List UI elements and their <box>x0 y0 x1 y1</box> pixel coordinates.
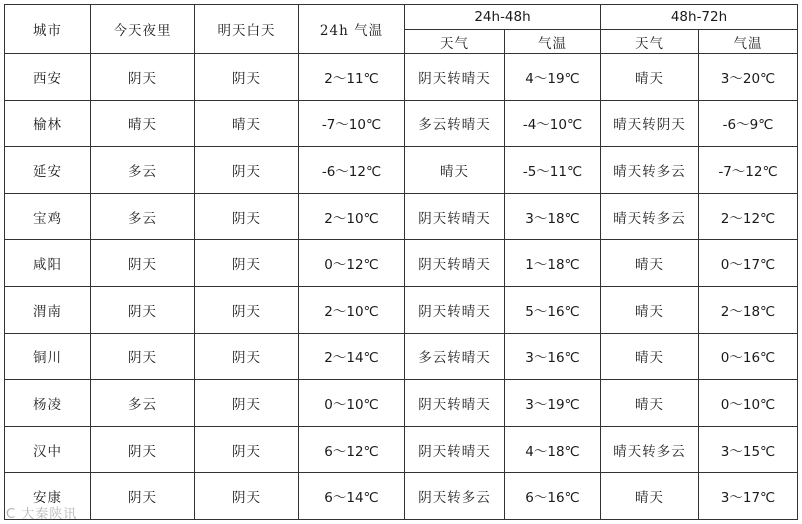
cell-w72: 晴天 <box>601 286 699 333</box>
table-row <box>5 286 798 333</box>
cell-t72: 3～15℃ <box>699 426 798 473</box>
cell-w72: 晴天 <box>601 54 699 101</box>
cell-t72: -7～12℃ <box>699 147 798 194</box>
cell-w72: 晴天 <box>601 473 699 520</box>
cell-w48: 多云转晴天 <box>405 100 505 147</box>
cell-city: 宝鸡 <box>5 193 91 240</box>
cell-tonight: 多云 <box>91 193 195 240</box>
cell-temp24: 6～12℃ <box>299 426 405 473</box>
cell-w72: 晴天 <box>601 333 699 380</box>
cell-tonight: 阴天 <box>91 333 195 380</box>
cell-t48: 3～16℃ <box>505 333 601 380</box>
cell-t72: -6～9℃ <box>699 100 798 147</box>
weather-forecast-table <box>4 4 798 520</box>
header-weather-48: 天气 <box>405 30 505 54</box>
cell-tomorrow_day: 阴天 <box>195 473 299 520</box>
cell-t48: -5～11℃ <box>505 147 601 194</box>
cell-t48: 5～16℃ <box>505 286 601 333</box>
cell-t48: 1～18℃ <box>505 240 601 287</box>
cell-t72: 0～10℃ <box>699 380 798 427</box>
header-city: 城市 <box>5 5 91 54</box>
cell-temp24: -6～12℃ <box>299 147 405 194</box>
cell-temp24: 2～10℃ <box>299 286 405 333</box>
table-row <box>5 473 798 520</box>
cell-t72: 0～17℃ <box>699 240 798 287</box>
cell-w48: 阴天转晴天 <box>405 54 505 101</box>
cell-t72: 2～18℃ <box>699 286 798 333</box>
cell-tonight: 阴天 <box>91 426 195 473</box>
cell-tomorrow_day: 阴天 <box>195 240 299 287</box>
table-row <box>5 193 798 240</box>
cell-city: 铜川 <box>5 333 91 380</box>
cell-tonight: 阴天 <box>91 240 195 287</box>
table-row <box>5 100 798 147</box>
cell-t48: 3～19℃ <box>505 380 601 427</box>
header-tonight: 今天夜里 <box>91 5 195 54</box>
header-tomorrow-day: 明天白天 <box>195 5 299 54</box>
header-temp-72: 气温 <box>699 30 798 54</box>
cell-w72: 晴天 <box>601 240 699 287</box>
cell-city: 西安 <box>5 54 91 101</box>
cell-tonight: 晴天 <box>91 100 195 147</box>
header-temp-24h: 24h 气温 <box>299 5 405 54</box>
cell-tomorrow_day: 阴天 <box>195 380 299 427</box>
cell-w48: 阴天转晴天 <box>405 240 505 287</box>
cell-tonight: 多云 <box>91 380 195 427</box>
cell-t48: 3～18℃ <box>505 193 601 240</box>
cell-temp24: -7～10℃ <box>299 100 405 147</box>
cell-temp24: 6～14℃ <box>299 473 405 520</box>
watermark: C 大秦陕讯 <box>6 507 78 522</box>
cell-w48: 阴天转晴天 <box>405 380 505 427</box>
cell-w72: 晴天 <box>601 380 699 427</box>
cell-temp24: 0～10℃ <box>299 380 405 427</box>
cell-temp24: 2～11℃ <box>299 54 405 101</box>
cell-tomorrow_day: 阴天 <box>195 193 299 240</box>
cell-w72: 晴天转多云 <box>601 426 699 473</box>
cell-t72: 0～16℃ <box>699 333 798 380</box>
cell-city: 咸阳 <box>5 240 91 287</box>
cell-w72: 晴天转阴天 <box>601 100 699 147</box>
cell-t72: 3～20℃ <box>699 54 798 101</box>
cell-w48: 晴天 <box>405 147 505 194</box>
cell-tomorrow_day: 阴天 <box>195 54 299 101</box>
table-row <box>5 380 798 427</box>
cell-tomorrow_day: 阴天 <box>195 426 299 473</box>
table-row <box>5 333 798 380</box>
cell-tonight: 阴天 <box>91 473 195 520</box>
cell-tonight: 阴天 <box>91 286 195 333</box>
cell-tomorrow_day: 阴天 <box>195 286 299 333</box>
cell-tomorrow_day: 阴天 <box>195 333 299 380</box>
cell-w48: 阴天转晴天 <box>405 193 505 240</box>
header-range-24-48: 24h-48h <box>405 5 601 30</box>
cell-city: 杨凌 <box>5 380 91 427</box>
cell-tomorrow_day: 阴天 <box>195 147 299 194</box>
cell-tonight: 阴天 <box>91 54 195 101</box>
header-range-48-72: 48h-72h <box>601 5 798 30</box>
table-row <box>5 54 798 101</box>
cell-t48: 6～16℃ <box>505 473 601 520</box>
cell-t48: -4～10℃ <box>505 100 601 147</box>
table-row <box>5 147 798 194</box>
cell-w48: 多云转晴天 <box>405 333 505 380</box>
table-row <box>5 240 798 287</box>
cell-t72: 3～17℃ <box>699 473 798 520</box>
cell-city: 延安 <box>5 147 91 194</box>
cell-tomorrow_day: 晴天 <box>195 100 299 147</box>
cell-w48: 阴天转多云 <box>405 473 505 520</box>
cell-city: 渭南 <box>5 286 91 333</box>
cell-temp24: 0～12℃ <box>299 240 405 287</box>
header-temp-48: 气温 <box>505 30 601 54</box>
cell-tonight: 多云 <box>91 147 195 194</box>
cell-city: 汉中 <box>5 426 91 473</box>
table-body <box>5 54 798 520</box>
cell-w72: 晴天转多云 <box>601 193 699 240</box>
cell-city: 安康 <box>5 473 91 520</box>
cell-t72: 2～12℃ <box>699 193 798 240</box>
cell-w48: 阴天转晴天 <box>405 286 505 333</box>
cell-city: 榆林 <box>5 100 91 147</box>
cell-temp24: 2～14℃ <box>299 333 405 380</box>
cell-w72: 晴天转多云 <box>601 147 699 194</box>
cell-t48: 4～18℃ <box>505 426 601 473</box>
table-row <box>5 426 798 473</box>
cell-t48: 4～19℃ <box>505 54 601 101</box>
cell-temp24: 2～10℃ <box>299 193 405 240</box>
header-weather-72: 天气 <box>601 30 699 54</box>
cell-w48: 阴天转晴天 <box>405 426 505 473</box>
